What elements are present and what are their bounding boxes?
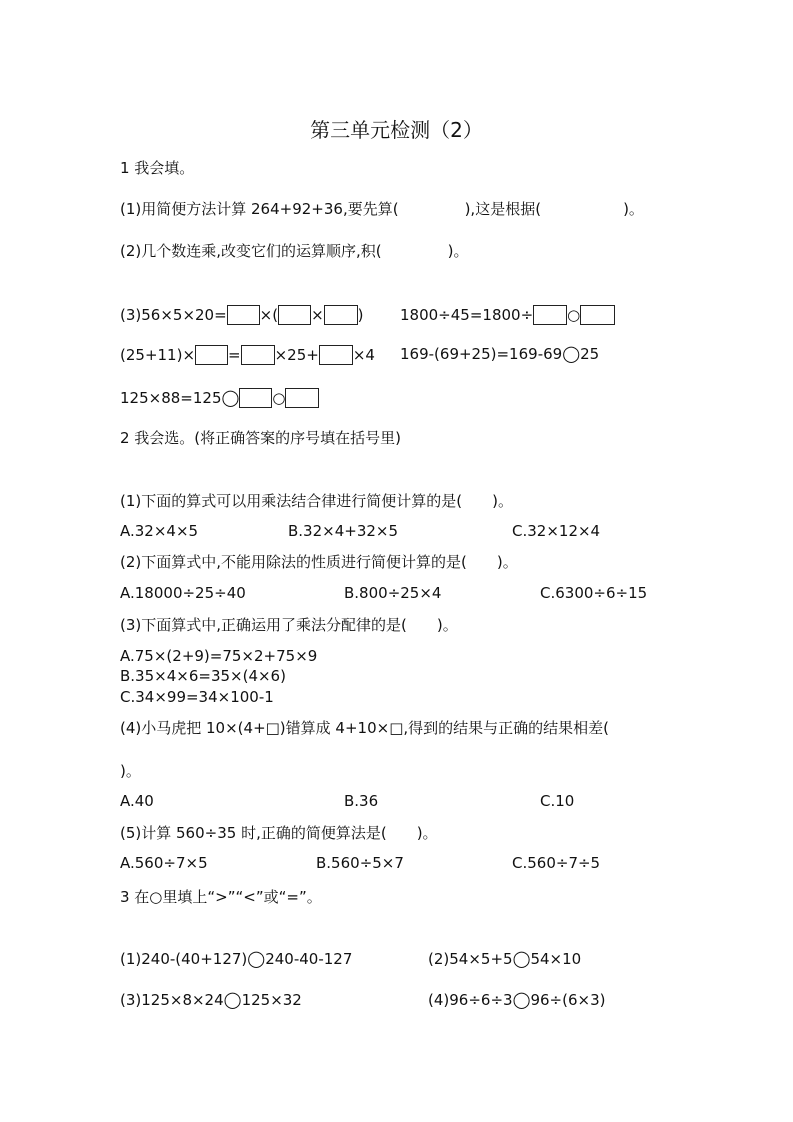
s3-q3-left: (3)125×8×24: [120, 991, 224, 1009]
s1-q3-r2a-text-b: =: [228, 346, 241, 364]
s2-q1-option-b[interactable]: B.32×4+32×5: [288, 522, 399, 540]
answer-box[interactable]: [533, 305, 567, 325]
s2-q3-option-c[interactable]: C.34×99=34×100-1: [120, 688, 274, 706]
s2-q1-option-a[interactable]: A.32×4×5: [120, 522, 199, 540]
s1-q3-row1-right: [400, 305, 615, 325]
answer-box[interactable]: [195, 345, 228, 365]
s2-q4-stem: (4)小马虎把 10×(4+□)错算成 4+10×□,得到的结果与正确的结果相差(: [120, 719, 609, 737]
s2-q4-stem-end: )。: [120, 762, 141, 780]
s2-q2-option-c[interactable]: C.6300÷6÷15: [540, 584, 648, 602]
s3-q2-right: 54×10: [530, 950, 582, 968]
s1-q3-r2a-text-c: ×25+: [274, 346, 319, 364]
s1-q1: [120, 200, 644, 218]
s1-q3-row1-left: [120, 305, 364, 325]
s3-q2: [428, 950, 581, 968]
s2-q1-stem: (1)下面的算式可以用乘法结合律进行简便计算的是( )。: [120, 492, 513, 510]
s1-q3-row2-right: [400, 345, 599, 363]
s1-q2-text-a: (2)几个数连乘,改变它们的运算顺序,积(: [120, 242, 382, 260]
page-title: 第三单元检测（2）: [310, 118, 483, 142]
s2-q3-option-b[interactable]: B.35×4×6=35×(4×6): [120, 667, 286, 685]
answer-box[interactable]: [324, 305, 358, 325]
s1-q3-row3: [120, 388, 319, 408]
s2-q4-option-b[interactable]: B.36: [344, 792, 379, 810]
section-3-heading: 3 在○里填上“>”“<”或“=”。: [120, 888, 322, 906]
s1-q1-text-a: (1)用简便方法计算 264+92+36,要先算(: [120, 200, 399, 218]
s1-q3-r1a-text-c: ×: [311, 306, 324, 324]
s3-q1: [120, 950, 352, 968]
answer-box[interactable]: [241, 345, 275, 365]
compare-circle-icon[interactable]: ◯: [512, 949, 531, 968]
answer-box[interactable]: [580, 305, 615, 325]
s1-q3-r3-text-a: 125×88=125: [120, 389, 222, 407]
s2-q3-stem: (3)下面算式中,正确运用了乘法分配律的是( )。: [120, 616, 458, 634]
s1-q3-r1a-text-b: ×(: [259, 306, 279, 324]
s2-q4-option-c[interactable]: C.10: [540, 792, 575, 810]
answer-box[interactable]: [227, 305, 260, 325]
s2-q2-stem: (2)下面算式中,不能用除法的性质进行简便计算的是( )。: [120, 553, 518, 571]
s3-q4: [428, 991, 605, 1009]
s2-q2-option-b[interactable]: B.800÷25×4: [344, 584, 442, 602]
answer-box[interactable]: [239, 388, 272, 408]
s1-q1-text-c: )。: [623, 200, 644, 218]
answer-box[interactable]: [285, 388, 319, 408]
s1-q3-r1a-text-d: ): [357, 306, 364, 324]
s2-q4-option-a[interactable]: A.40: [120, 792, 154, 810]
answer-box[interactable]: [278, 305, 311, 325]
compare-circle-icon[interactable]: ◯: [223, 990, 242, 1009]
s1-q3-r1b-text-a: 1800÷45=1800÷: [400, 306, 534, 324]
section-1-heading: 1 我会填。: [120, 159, 195, 177]
s3-q4-right: 96÷(6×3): [530, 991, 606, 1009]
s3-q2-left: (2)54×5+5: [428, 950, 513, 968]
s3-q1-right: 240-40-127: [265, 950, 353, 968]
s3-q3: [120, 991, 302, 1009]
s3-q1-left: (1)240-(40+127): [120, 950, 248, 968]
section-2-heading: 2 我会选。(将正确答案的序号填在括号里): [120, 429, 402, 447]
s1-q2-text-b: )。: [447, 242, 469, 260]
s2-q5-option-b[interactable]: B.560÷5×7: [316, 854, 404, 872]
s2-q5-stem: (5)计算 560÷35 时,正确的简便算法是( )。: [120, 824, 438, 842]
s1-q3-r1a-text-a: (3)56×5×20=: [120, 306, 227, 324]
s2-q5-option-c[interactable]: C.560÷7÷5: [512, 854, 601, 872]
s1-q3-r2b-text-a: 169-(69+25)=169-69: [400, 345, 563, 363]
s3-q3-right: 125×32: [241, 991, 302, 1009]
compare-circle-icon[interactable]: ◯: [247, 949, 266, 968]
circle-icon[interactable]: ○: [567, 306, 581, 324]
s3-q4-left: (4)96÷6÷3: [428, 991, 513, 1009]
s1-q2: [120, 242, 469, 260]
s2-q1-option-c[interactable]: C.32×12×4: [512, 522, 601, 540]
s1-q3-row2-left: [120, 345, 375, 365]
s2-q5-option-a[interactable]: A.560÷7×5: [120, 854, 208, 872]
s1-q3-r2b-text-c: 25: [580, 345, 600, 363]
s1-q3-r2a-text-a: (25+11)×: [120, 346, 196, 364]
answer-box[interactable]: [319, 345, 353, 365]
s2-q3-option-a[interactable]: A.75×(2+9)=75×2+75×9: [120, 647, 318, 665]
s2-q2-option-a[interactable]: A.18000÷25÷40: [120, 584, 246, 602]
s1-q3-r2a-text-d: ×4: [352, 346, 375, 364]
compare-circle-icon[interactable]: ◯: [512, 990, 531, 1009]
s1-q1-text-b: ),这是根据(: [464, 200, 542, 218]
big-circle-icon[interactable]: ◯: [221, 388, 240, 407]
circle-icon[interactable]: ○: [272, 389, 286, 407]
big-circle-icon[interactable]: ◯: [562, 344, 581, 363]
